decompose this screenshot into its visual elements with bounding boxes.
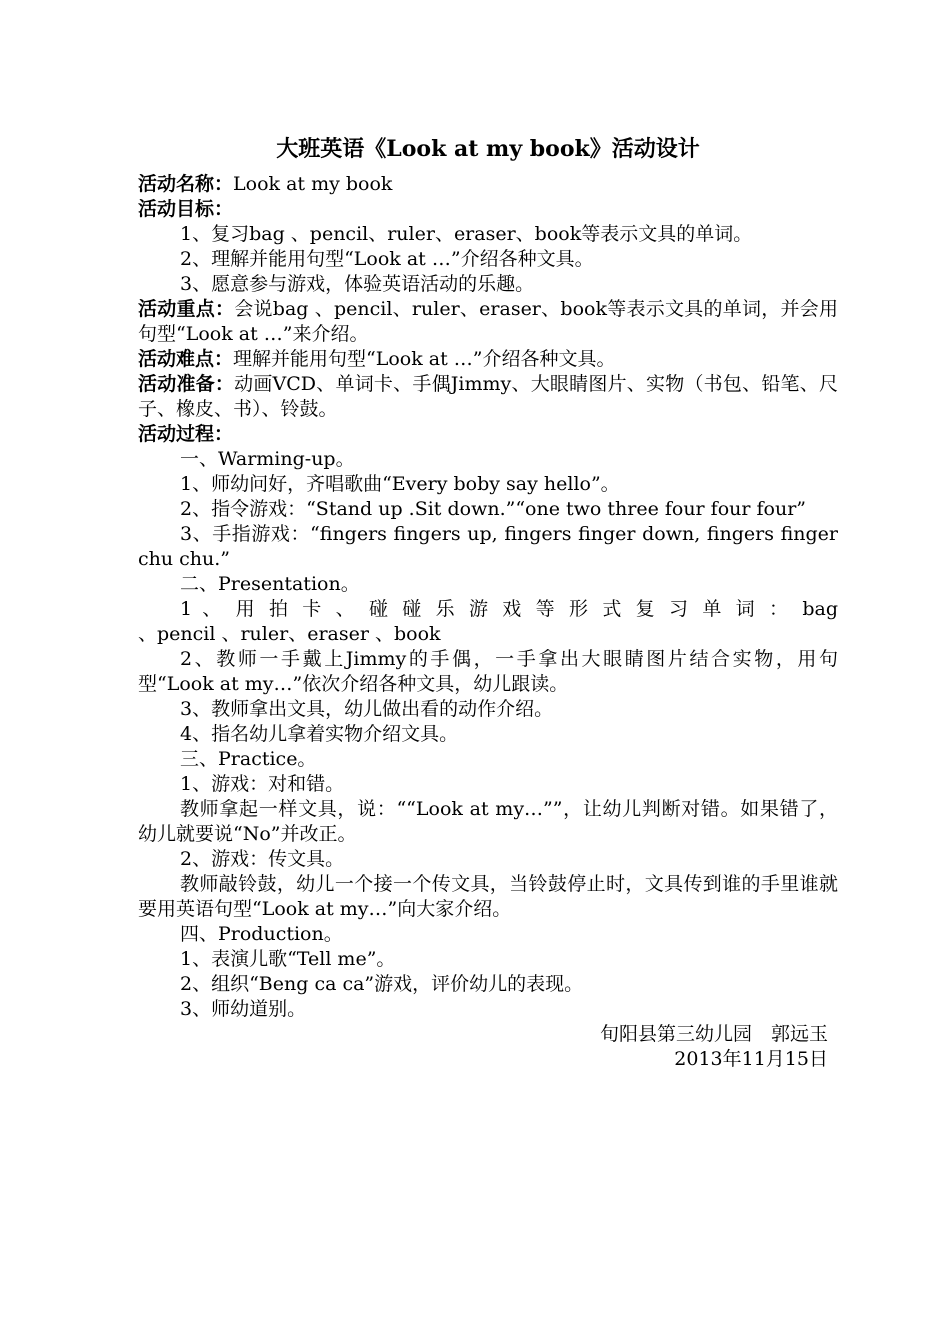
process-step-description: 教师敲铃鼓，幼儿一个接一个传文具，当铃鼓停止时，文具传到谁的手里谁就要用英语句型“Look at my…”向大家介绍。: [138, 873, 838, 920]
section-title: 一、Warming-up。: [180, 448, 355, 470]
key-points: [138, 297, 838, 347]
process-step: 3、手指游戏：“fingers fingers up, fingers finger down, fingers finger chu chu.”: [138, 523, 838, 570]
goal-item: 1、复习bag 、pencil、ruler、eraser、book等表示文具的单词。: [180, 223, 753, 245]
activity-name-value: Look at my book: [233, 173, 393, 195]
section-title: 三、Practice。: [180, 748, 317, 770]
goal-item: 3、愿意参与游戏，体验英语活动的乐趣。: [180, 273, 535, 295]
section-title: 二、Presentation。: [180, 573, 360, 595]
process-step: 1 、 用 拍 卡 、 碰 碰 乐 游 戏 等 形 式 复 习 单 词 ： bag: [180, 598, 838, 620]
process-step-description: 教师拿起一样文具，说：““Look at my…””，让幼儿判断对错。如果错了，幼儿就要说“No”并改正。: [138, 798, 838, 845]
document-title: 大班英语《Look at my book》活动设计: [276, 136, 700, 162]
process-step: 2、组织“Beng ca ca”游戏，评价幼儿的表现。: [180, 973, 584, 995]
preparation-label: 活动准备：: [138, 373, 235, 395]
signature-date: 2013年11月15日: [674, 1048, 828, 1070]
process-step: 3、师幼道别。: [180, 998, 307, 1020]
process-step: 3、教师拿出文具，幼儿做出看的动作介绍。: [180, 698, 554, 720]
activity-name-label: 活动名称：: [138, 173, 234, 195]
process-step: 4、指名幼儿拿着实物介绍文具。: [180, 723, 459, 745]
preparation: [138, 372, 838, 422]
key-points-value: 会说bag 、pencil、ruler、eraser、book等表示文具的单词，并会用句型“Look at …”来介绍。: [138, 298, 838, 345]
process-step: 1、表演儿歌“Tell me”。: [180, 948, 396, 970]
process-step: 1、游戏：对和错。: [180, 773, 345, 795]
goals-label: 活动目标：: [138, 198, 234, 220]
preparation-value: 动画VCD、单词卡、手偶Jimmy、大眼睛图片、实物（书包、铅笔、尺子、橡皮、书）、铃鼓。: [138, 373, 838, 420]
difficulty-value: 理解并能用句型“Look at …”介绍各种文具。: [233, 348, 616, 370]
key-points-label: 活动重点：: [138, 298, 235, 320]
document: [138, 134, 838, 1072]
goal-item: 2、理解并能用句型“Look at …”介绍各种文具。: [180, 248, 594, 270]
process-step: 1、师幼问好，齐唱歌曲“Every boby say hello”。: [180, 473, 620, 495]
signature-org-author: 旬阳县第三幼儿园 郭远玉: [599, 1023, 828, 1045]
difficulty-label: 活动难点：: [138, 348, 234, 370]
activity-name: [138, 172, 838, 197]
section-title: 四、Production。: [180, 923, 343, 945]
difficulty: [138, 347, 838, 372]
process-step: 2、指令游戏：“Stand up .Sit down.”“one two three four four four”: [180, 498, 807, 520]
process-step: 2、游戏：传文具。: [180, 848, 345, 870]
process-step-continued: 、pencil 、ruler、eraser 、book: [138, 623, 441, 645]
process-step: 2、教师一手戴上Jimmy的手偶，一手拿出大眼睛图片结合实物，用句型“Look at my…”依次介绍各种文具，幼儿跟读。: [138, 648, 838, 695]
process-label: 活动过程：: [138, 423, 234, 445]
